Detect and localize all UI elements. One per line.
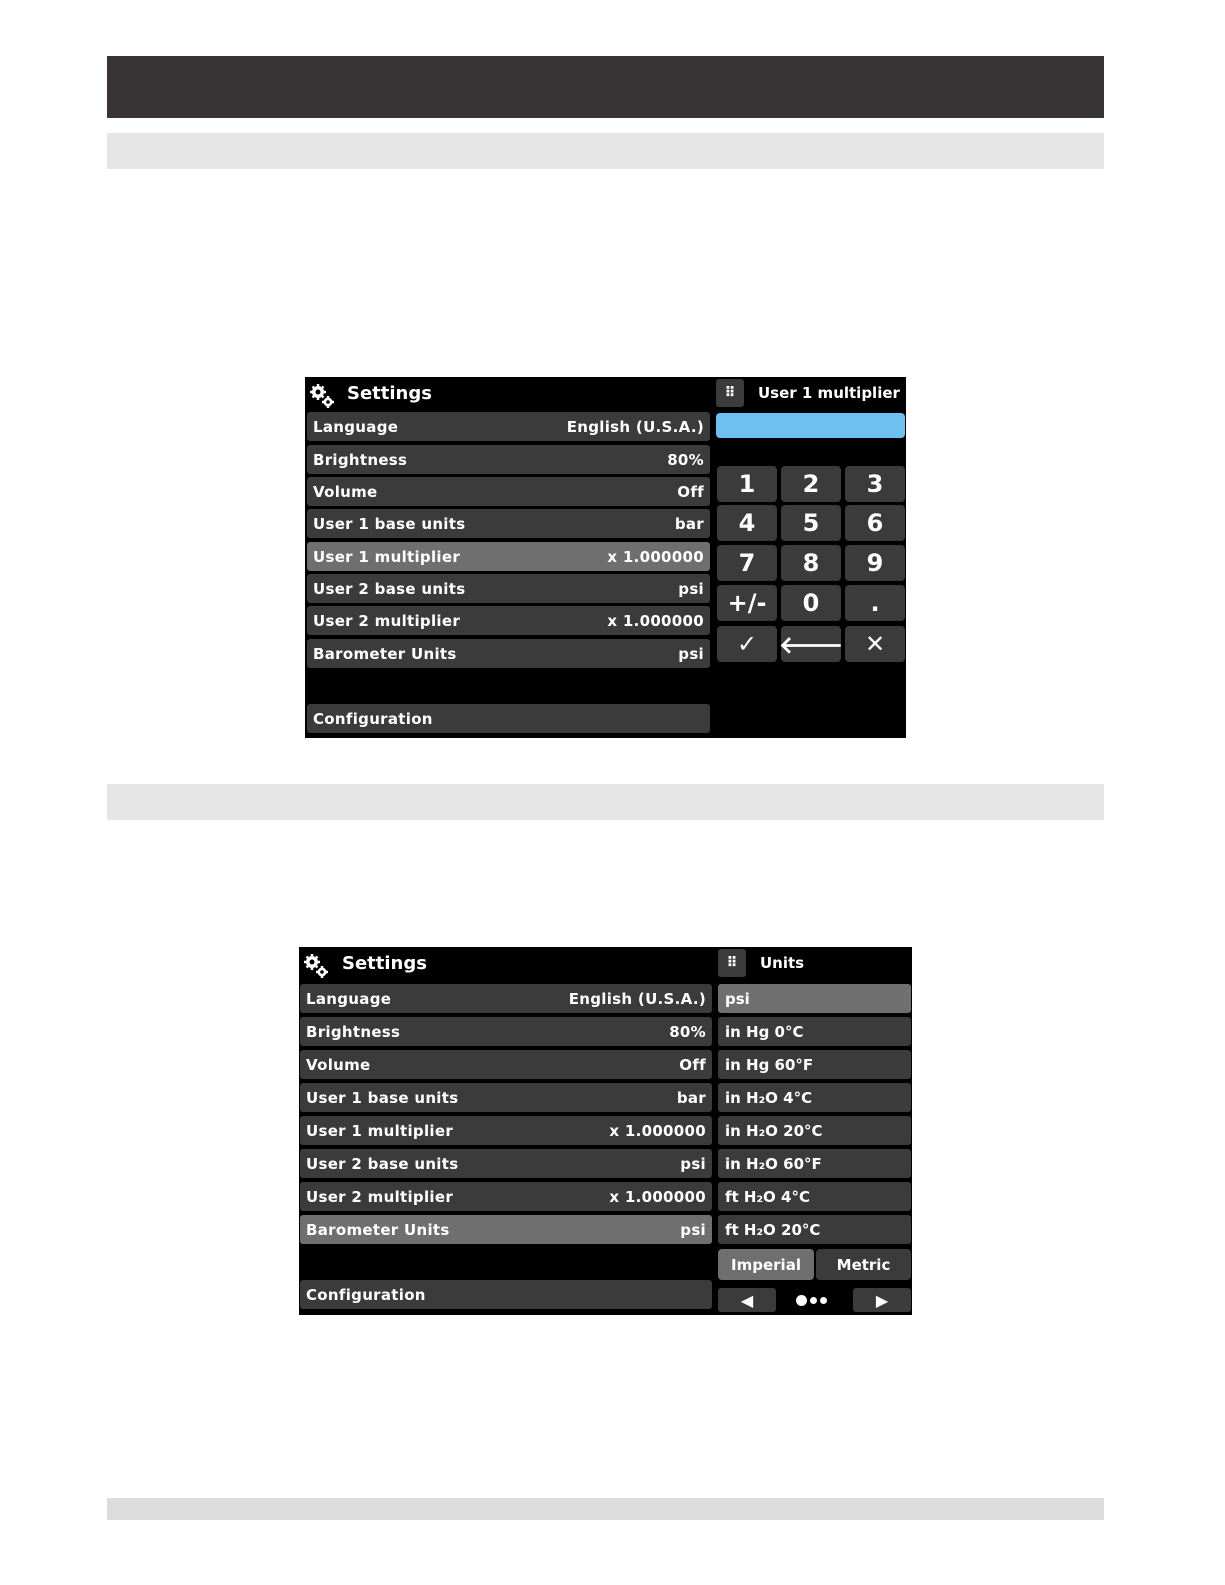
settings-gear-icon bbox=[309, 383, 335, 409]
keypad-panel-header bbox=[716, 379, 900, 407]
unit-option[interactable]: in H₂O 4°C bbox=[718, 1083, 911, 1112]
setting-label: Barometer Units bbox=[306, 1220, 450, 1239]
setting-value: 80% bbox=[667, 450, 704, 469]
setting-value: psi bbox=[680, 1154, 706, 1173]
key-plus-minus[interactable]: +/- bbox=[717, 585, 777, 621]
setting-label: User 2 multiplier bbox=[313, 611, 461, 630]
settings-screen-units bbox=[299, 947, 912, 1315]
key-3[interactable]: 3 bbox=[845, 466, 905, 502]
setting-row-brightness[interactable] bbox=[307, 445, 710, 474]
unit-option[interactable]: ft H₂O 20°C bbox=[718, 1215, 911, 1244]
confirm-check-icon[interactable]: ✓ bbox=[717, 626, 777, 662]
page-footer-bar bbox=[107, 1498, 1104, 1520]
key-9[interactable]: 9 bbox=[845, 545, 905, 581]
grid-menu-icon[interactable]: ⠿ bbox=[716, 379, 744, 407]
setting-value: bar bbox=[674, 514, 704, 533]
backspace-arrow-icon[interactable]: 🡐 bbox=[781, 626, 841, 662]
settings-gear-icon bbox=[303, 953, 329, 979]
page-dot bbox=[810, 1297, 817, 1304]
setting-value: x 1.000000 bbox=[609, 1121, 706, 1140]
imperial-toggle[interactable]: Imperial bbox=[718, 1249, 814, 1280]
setting-row-brightness[interactable] bbox=[300, 1017, 712, 1046]
setting-row-user2-base-units[interactable] bbox=[300, 1149, 712, 1178]
key-0[interactable]: 0 bbox=[781, 585, 841, 621]
key-6[interactable]: 6 bbox=[845, 505, 905, 541]
setting-value: 80% bbox=[669, 1022, 706, 1041]
page-header-bar bbox=[107, 56, 1104, 118]
setting-label: Volume bbox=[313, 482, 378, 501]
unit-option[interactable]: in Hg 0°C bbox=[718, 1017, 911, 1046]
multiplier-entry-field[interactable] bbox=[716, 413, 905, 438]
next-arrow-glyph: ▶ bbox=[875, 1290, 889, 1310]
configuration-label: Configuration bbox=[306, 1285, 426, 1304]
unit-option[interactable]: ft H₂O 4°C bbox=[718, 1182, 911, 1211]
next-page-icon[interactable] bbox=[853, 1288, 911, 1312]
unit-option-psi[interactable]: psi bbox=[718, 984, 911, 1013]
setting-value: x 1.000000 bbox=[607, 547, 704, 566]
unit-option[interactable]: in Hg 60°F bbox=[718, 1050, 911, 1079]
prev-page-icon[interactable] bbox=[718, 1288, 776, 1312]
setting-value: x 1.000000 bbox=[609, 1187, 706, 1206]
setting-row-user2-multiplier[interactable] bbox=[307, 606, 710, 635]
setting-row-barometer-units[interactable] bbox=[300, 1215, 712, 1244]
setting-label: Language bbox=[313, 417, 399, 436]
setting-label: User 2 multiplier bbox=[306, 1187, 454, 1206]
setting-label: User 1 base units bbox=[306, 1088, 459, 1107]
page-dot bbox=[820, 1297, 827, 1304]
setting-row-user1-multiplier[interactable] bbox=[300, 1116, 712, 1145]
screen-title: Settings bbox=[342, 953, 427, 974]
setting-value: Off bbox=[677, 482, 704, 501]
section-bar-2 bbox=[107, 784, 1104, 820]
screen-title: Settings bbox=[347, 383, 432, 404]
page-dot-active bbox=[796, 1295, 807, 1306]
prev-arrow-glyph: ◀ bbox=[740, 1290, 754, 1310]
unit-option[interactable]: in H₂O 60°F bbox=[718, 1149, 911, 1178]
setting-label: Language bbox=[306, 989, 392, 1008]
setting-row-language[interactable] bbox=[307, 412, 710, 441]
configuration-button[interactable] bbox=[300, 1280, 712, 1309]
setting-value: x 1.000000 bbox=[607, 611, 704, 630]
keypad-panel-title: User 1 multiplier bbox=[758, 384, 900, 402]
setting-label: User 2 base units bbox=[313, 579, 466, 598]
key-1[interactable]: 1 bbox=[717, 466, 777, 502]
setting-value: Off bbox=[679, 1055, 706, 1074]
configuration-label: Configuration bbox=[313, 709, 433, 728]
configuration-button[interactable] bbox=[307, 704, 710, 733]
units-panel-title: Units bbox=[760, 954, 805, 972]
settings-screen-keypad bbox=[305, 377, 906, 738]
setting-label: User 1 multiplier bbox=[313, 547, 461, 566]
setting-label: User 1 base units bbox=[313, 514, 466, 533]
setting-label: User 1 multiplier bbox=[306, 1121, 454, 1140]
setting-row-barometer-units[interactable] bbox=[307, 639, 710, 668]
setting-row-volume[interactable] bbox=[300, 1050, 712, 1079]
setting-row-user1-base-units[interactable] bbox=[307, 509, 710, 538]
setting-row-user2-multiplier[interactable] bbox=[300, 1182, 712, 1211]
setting-row-language[interactable] bbox=[300, 984, 712, 1013]
setting-value: English (U.S.A.) bbox=[568, 989, 706, 1008]
setting-value: English (U.S.A.) bbox=[566, 417, 704, 436]
unit-option[interactable]: in H₂O 20°C bbox=[718, 1116, 911, 1145]
setting-row-user2-base-units[interactable] bbox=[307, 574, 710, 603]
key-4[interactable]: 4 bbox=[717, 505, 777, 541]
setting-label: Barometer Units bbox=[313, 644, 457, 663]
key-8[interactable]: 8 bbox=[781, 545, 841, 581]
setting-row-user1-multiplier[interactable] bbox=[307, 542, 710, 571]
units-panel-header bbox=[718, 949, 804, 977]
setting-value: psi bbox=[680, 1220, 706, 1239]
key-7[interactable]: 7 bbox=[717, 545, 777, 581]
key-decimal[interactable]: . bbox=[845, 585, 905, 621]
setting-value: bar bbox=[676, 1088, 706, 1107]
page-indicator bbox=[796, 1295, 827, 1306]
section-bar-1 bbox=[107, 133, 1104, 169]
setting-label: Volume bbox=[306, 1055, 371, 1074]
grid-menu-icon[interactable]: ⠿ bbox=[718, 949, 746, 977]
setting-row-volume[interactable] bbox=[307, 477, 710, 506]
cancel-x-icon[interactable]: ✕ bbox=[845, 626, 905, 662]
key-2[interactable]: 2 bbox=[781, 466, 841, 502]
setting-label: Brightness bbox=[306, 1022, 401, 1041]
setting-label: Brightness bbox=[313, 450, 408, 469]
setting-value: psi bbox=[678, 644, 704, 663]
metric-toggle[interactable]: Metric bbox=[816, 1249, 911, 1280]
setting-row-user1-base-units[interactable] bbox=[300, 1083, 712, 1112]
key-5[interactable]: 5 bbox=[781, 505, 841, 541]
setting-label: User 2 base units bbox=[306, 1154, 459, 1173]
setting-value: psi bbox=[678, 579, 704, 598]
